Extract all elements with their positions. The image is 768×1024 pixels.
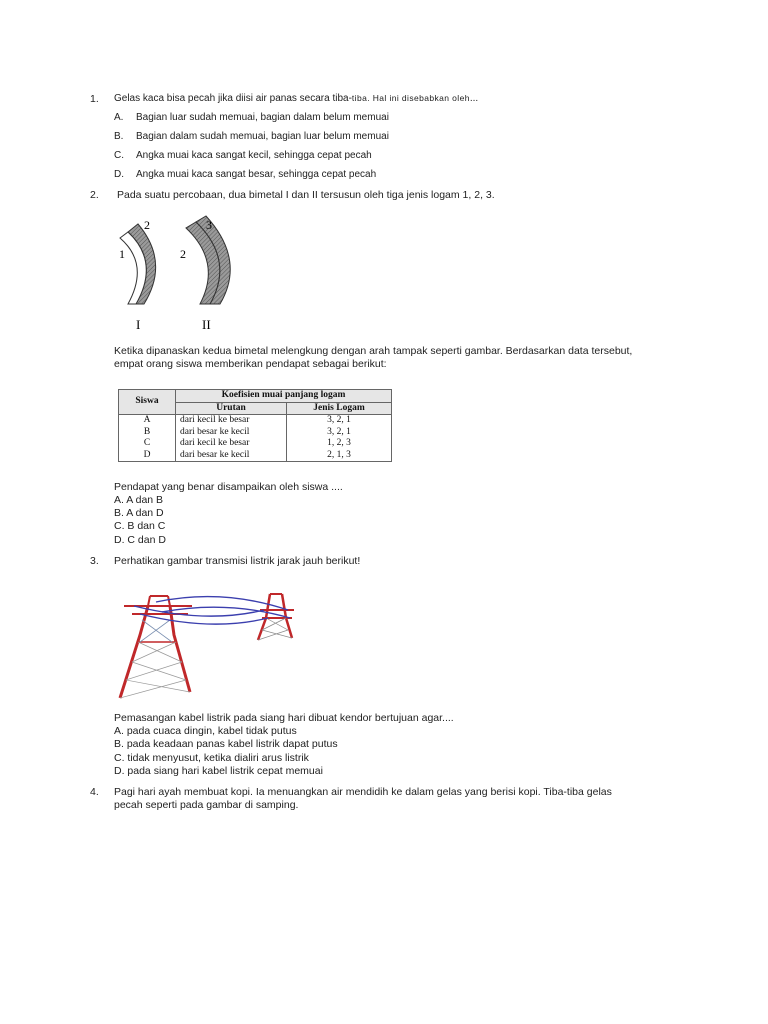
coefficient-table <box>118 389 392 462</box>
q2-option-b: B. A dan D <box>114 507 164 519</box>
table-row <box>119 415 392 427</box>
q1-option-a-letter: A. <box>114 112 124 123</box>
q2-number: 2. <box>90 189 99 201</box>
q3-prompt: Pemasangan kabel listrik pada siang hari dibuat kendor bertujuan agar.... <box>114 712 454 724</box>
table-cell-urutan: dari kecil ke besar <box>176 438 287 450</box>
q1-text-main: Gelas kaca bisa pecah jika diisi air panas secara tiba- <box>114 93 352 104</box>
bimetal-i-label-1: 1 <box>119 247 125 261</box>
q2-paragraph-line-1: Ketika dipanaskan kedua bimetal melengkung dengan arah tampak seperti gambar. Berdasarkan data tersebut, <box>114 345 633 357</box>
q4-line-2: pecah seperti pada gambar di samping. <box>114 799 299 811</box>
bimetal-i-label-2: 2 <box>144 218 150 232</box>
transmission-tower-figure <box>112 580 302 700</box>
table-cell-jenis: 1, 2, 3 <box>287 438 392 450</box>
table-header-siswa: Siswa <box>119 390 176 415</box>
bimetal-ii-label-3: 3 <box>206 218 212 232</box>
q3-option-a: A. pada cuaca dingin, kabel tidak putus <box>114 725 297 737</box>
table-cell-jenis: 3, 2, 1 <box>287 427 392 439</box>
bimetal-i-caption: I <box>136 317 141 332</box>
table-cell-urutan: dari besar ke kecil <box>176 450 287 462</box>
table-cell-siswa: A <box>119 415 176 427</box>
q2-option-c: C. B dan C <box>114 520 166 532</box>
q3-option-d: D. pada siang hari kabel listrik cepat memuai <box>114 765 323 777</box>
table-row <box>119 427 392 439</box>
q2-option-a: A. A dan B <box>114 494 164 506</box>
bimetal-ii-caption: II <box>202 317 211 332</box>
q4-number: 4. <box>90 786 99 798</box>
table-cell-siswa: D <box>119 450 176 462</box>
q2-option-d: D. C dan D <box>114 534 166 546</box>
table-cell-siswa: C <box>119 438 176 450</box>
table-cell-siswa: B <box>119 427 176 439</box>
q3-option-c: C. tidak menyusut, ketika dialiri arus listrik <box>114 752 309 764</box>
q1-text-small: tiba. Hal ini disebabkan oleh <box>351 93 470 103</box>
q1-option-d-text: Angka muai kaca sangat besar, sehingga cepat pecah <box>136 169 377 180</box>
q2-paragraph-line-2: empat orang siswa memberikan pendapat sebagai berikut: <box>114 358 387 370</box>
q1-option-c-text: Angka muai kaca sangat kecil, sehingga cepat pecah <box>136 150 372 161</box>
q3-option-b: B. pada keadaan panas kabel listrik dapat putus <box>114 738 338 750</box>
table-header-koefisien: Koefisien muai panjang logam <box>176 390 392 403</box>
table-cell-jenis: 2, 1, 3 <box>287 450 392 462</box>
bimetal-ii-label-2: 2 <box>180 247 186 261</box>
table-row <box>119 450 392 462</box>
table-row <box>119 438 392 450</box>
table-cell-jenis: 3, 2, 1 <box>287 415 392 427</box>
bimetal-i <box>120 224 156 304</box>
q1-option-c-letter: C. <box>114 150 124 161</box>
q1-number: 1. <box>90 93 99 105</box>
table-header-jenis: Jenis Logam <box>287 402 392 415</box>
bimetal-figure <box>110 212 240 337</box>
q1-option-d-letter: D. <box>114 169 124 180</box>
q2-prompt: Pendapat yang benar disampaikan oleh siswa .... <box>114 481 343 493</box>
q1-text-end: ... <box>469 93 479 104</box>
q2-question: Pada suatu percobaan, dua bimetal I dan II tersusun oleh tiga jenis logam 1, 2, 3. <box>117 189 495 201</box>
q3-question: Perhatikan gambar transmisi listrik jarak jauh berikut! <box>114 555 361 567</box>
q3-number: 3. <box>90 555 99 567</box>
q1-question <box>114 93 478 104</box>
q4-line-1: Pagi hari ayah membuat kopi. Ia menuangkan air mendidih ke dalam gelas yang berisi kopi. Tiba-tiba gelas <box>114 786 612 798</box>
table-header-urutan: Urutan <box>176 402 287 415</box>
q1-option-a-text: Bagian luar sudah memuai, bagian dalam belum memuai <box>136 112 389 123</box>
q1-option-b-text: Bagian dalam sudah memuai, bagian luar belum memuai <box>136 131 389 142</box>
q1-option-b-letter: B. <box>114 131 124 142</box>
table-cell-urutan: dari kecil ke besar <box>176 415 287 427</box>
table-cell-urutan: dari besar ke kecil <box>176 427 287 439</box>
